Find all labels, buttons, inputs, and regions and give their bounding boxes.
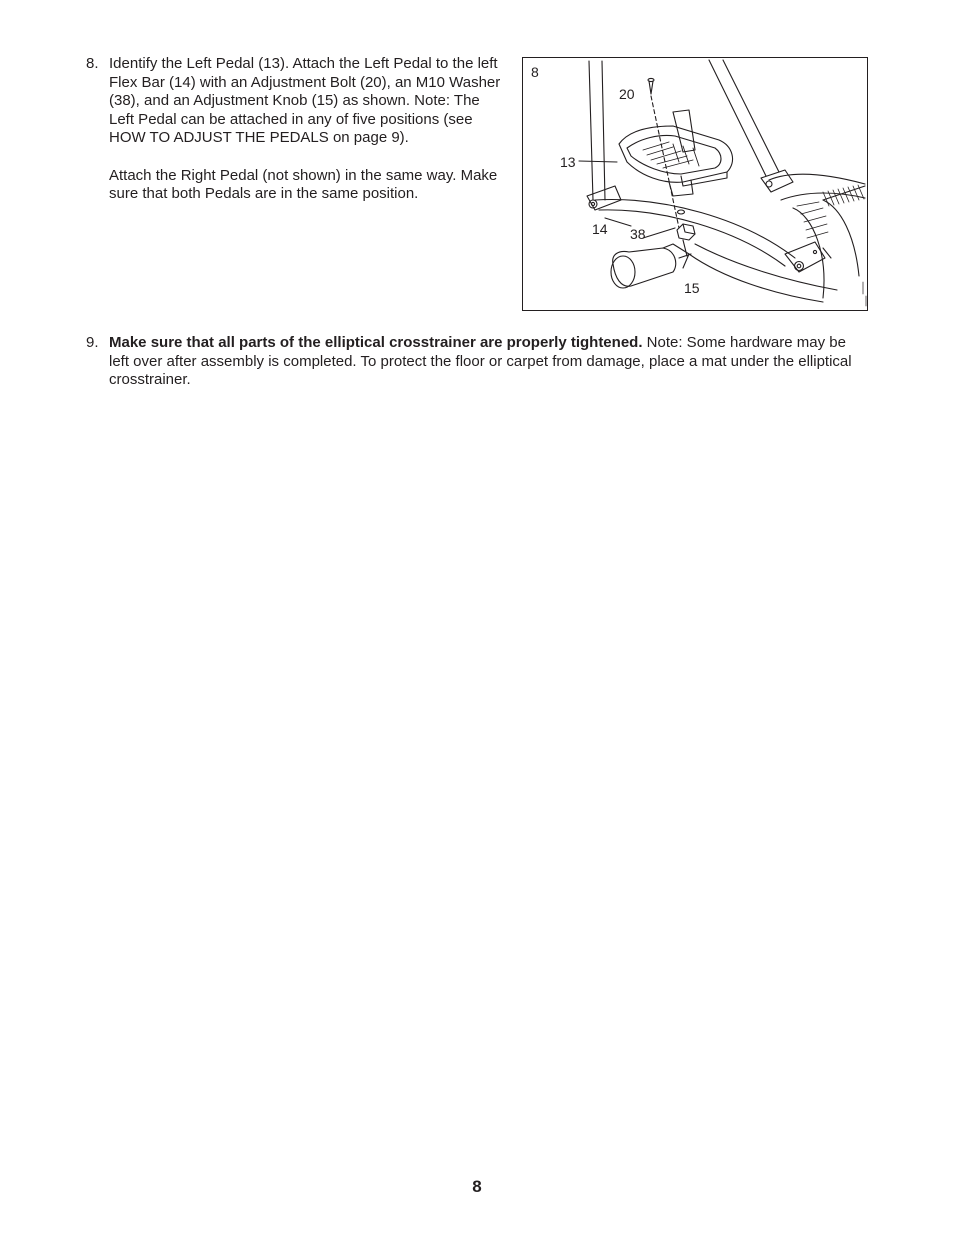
figure-number: 8 (531, 64, 539, 80)
callout-flex-bar: 14 (592, 221, 608, 237)
callout-pedal: 13 (560, 154, 576, 170)
pedal-assembly-illustration (523, 58, 869, 312)
callout-washer: 38 (630, 226, 646, 242)
step-8-instruction: Identify the Left Pedal (13). Attach the Left Pedal to the left Flex Bar (14) with an Adjustment Bolt (20), an M10 Washer (38), and an Adjustment Knob (15) as shown. Note: The Left Pedal can be attached in any of five positions (see HOW TO ADJUST THE PEDALS on page 9). (109, 55, 501, 147)
step-8-number: 8. (86, 55, 99, 72)
step-9-body (109, 334, 869, 390)
step-9-warning: Make sure that all parts of the elliptical crosstrainer are properly tightened. (109, 334, 643, 351)
step-9-number: 9. (86, 334, 99, 351)
step-8-body (109, 55, 504, 222)
step-8-right-pedal-note: Attach the Right Pedal (not shown) in the same way. Make sure that both Pedals are in the same position. (109, 166, 498, 203)
callout-bolt: 20 (619, 86, 635, 102)
page-number: 8 (472, 1177, 482, 1196)
assembly-figure-8 (522, 57, 868, 311)
callout-knob: 15 (684, 280, 700, 296)
step-9-note: Note: Some hardware may be left over after assembly is completed. To protect the floor or carpet from damage, place a mat under the elliptical crosstrainer. (109, 334, 852, 389)
